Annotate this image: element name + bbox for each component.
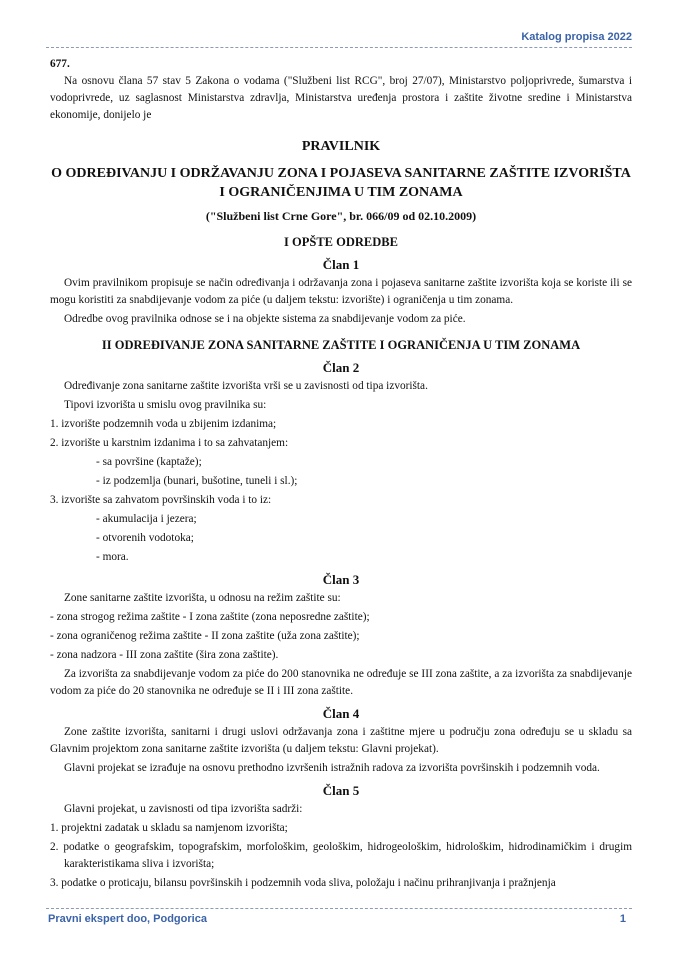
- article-5-paragraph-1: Glavni projekat, u zavisnosti od tipa izvorišta sadrži:: [64, 803, 303, 815]
- list-item: - zona nadzora - III zona zaštite (šira zona zaštite).: [50, 649, 279, 661]
- section-heading-1: I OPŠTE ODREDBE: [284, 235, 398, 249]
- list-subitem: - otvorenih vodotoka;: [96, 532, 194, 544]
- list-subitem: - mora.: [96, 551, 129, 563]
- document-subtitle: O ODREĐIVANJU I ODRŽAVANJU ZONA I POJASEVA SANITARNE ZAŠTITE IZVORIŠTA I OGRANIČENJIMA U TIM ZONAMA: [51, 166, 631, 200]
- article-2-paragraph-1: Određivanje zona sanitarne zaštite izvorišta vrši se u zavisnosti od tipa izvorišta.: [64, 380, 428, 392]
- publisher-name: Pravni ekspert doo, Podgorica: [48, 913, 207, 925]
- article-2-paragraph-2: Tipovi izvorišta u smislu ovog pravilnika su:: [64, 399, 267, 411]
- article-4-paragraph-1: Zone zaštite izvorišta, sanitarni i drugi uslovi održavanja zona i zaštitne mjere u području zona određuju se u skladu sa Glavnim projektom zona sanitarne zaštite izvorišta (u daljem tekstu: Glavni projekat).: [50, 726, 632, 755]
- article-3-paragraph-1: Zone sanitarne zaštite izvorišta, u odnosu na režim zaštite su:: [64, 592, 341, 604]
- list-subitem: - iz podzemlja (bunari, bušotine, tuneli i sl.);: [96, 475, 298, 487]
- article-heading-5: Član 5: [322, 783, 360, 798]
- article-heading-2: Član 2: [322, 360, 360, 375]
- list-item: 2. podatke o geografskim, topografskim, morfološkim, geološkim, hidrogeološkim, hidrološkim, hidrodinamičkim i drugim karakteristikama sliva i izvorišta;: [50, 841, 632, 870]
- article-heading-1: Član 1: [322, 257, 360, 272]
- section-heading-2: II ODREĐIVANJE ZONA SANITARNE ZAŠTITE I OGRANIČENJA U TIM ZONAMA: [101, 338, 581, 352]
- preamble: Na osnovu člana 57 stav 5 Zakona o vodama ("Službeni list RCG", broj 27/07), Ministarstvo poljoprivrede, šumarstva i vodoprivrede, uz saglasnost Ministarstva zdravlja, Ministarstva uređenja prostora i zaštite životne sredine i Ministarstva ekonomije, donijelo je: [50, 75, 632, 121]
- article-4-paragraph-2: Glavni projekat se izrađuje na osnovu prethodno izvršenih istražnih radova za izvorišta površinskih i podzemnih voda.: [64, 762, 600, 774]
- list-subitem: - sa površine (kaptaže);: [96, 456, 202, 468]
- regulation-number: 677.: [50, 58, 70, 70]
- list-subitem: - akumulacija i jezera;: [96, 513, 197, 525]
- list-item: 1. projektni zadatak u skladu sa namjenom izvorišta;: [50, 822, 288, 834]
- document-title: PRAVILNIK: [301, 139, 381, 154]
- page-footer: [46, 908, 632, 929]
- list-item: 1. izvorište podzemnih voda u zbijenim izdanima;: [50, 418, 277, 430]
- article-1-paragraph-1: Ovim pravilnikom propisuje se način određivanja i održavanja zona i pojaseva sanitarne zaštite izvorišta koja se koriste ili se mogu koristiti za snabdijevanje vodom za piće (u daljem tekstu: izvorište) i ograničenja u tim zonama.: [50, 277, 632, 306]
- page-header: [46, 31, 632, 48]
- list-item: 3. izvorište sa zahvatom površinskih voda i to iz:: [50, 494, 272, 506]
- list-item: - zona ograničenog režima zaštite - II zona zaštite (uža zona zaštite);: [50, 630, 360, 642]
- list-item: 2. izvorište u karstnim izdanima i to sa zahvatanjem:: [50, 437, 289, 449]
- article-heading-3: Član 3: [322, 572, 360, 587]
- list-item: 3. podatke o proticaju, bilansu površinskih i podzemnih voda sliva, položaju i načinu prihranjivanja i pražnjenja: [50, 877, 556, 889]
- article-heading-4: Član 4: [322, 706, 360, 721]
- article-1-paragraph-2: Odredbe ovog pravilnika odnose se i na objekte sistema za snabdijevanje vodom za piće.: [64, 313, 466, 325]
- gazette-reference: ("Službeni list Crne Gore", br. 066/09 od 02.10.2009): [205, 209, 477, 223]
- list-item: - zona strogog režima zaštite - I zona zaštite (zona neposredne zaštite);: [50, 611, 370, 623]
- catalog-title: Katalog propisa 2022: [521, 31, 632, 43]
- document-body: [50, 56, 632, 892]
- page-number: 1: [619, 913, 626, 925]
- article-3-paragraph-2: Za izvorišta za snabdijevanje vodom za piće do 200 stanovnika ne određuje se III zona zaštite, a za izvorišta za snabdijevanje vodom za piće do 20 stanovnika ne određuje se II i III zona zaštite.: [50, 668, 632, 697]
